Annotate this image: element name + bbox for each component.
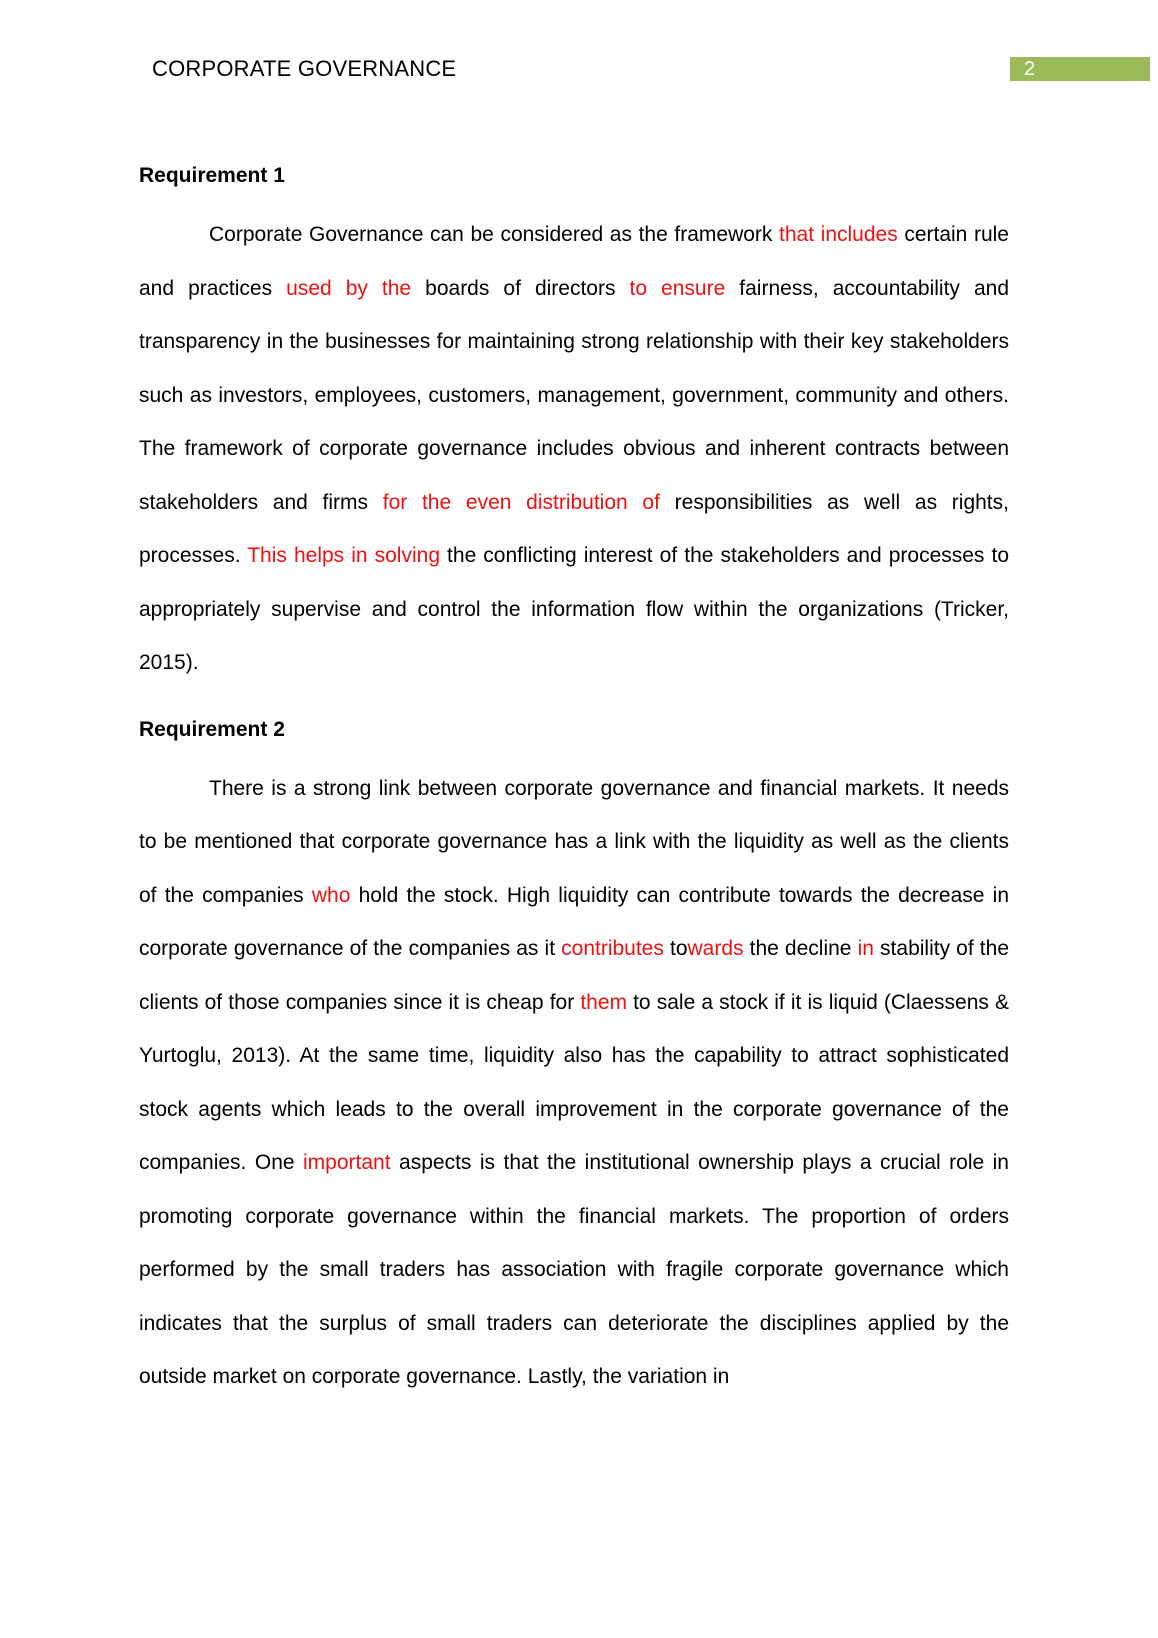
highlighted-text-segment: important bbox=[303, 1151, 391, 1174]
highlighted-text-segment: who bbox=[311, 883, 351, 907]
section-paragraph bbox=[139, 208, 1009, 690]
section-paragraph bbox=[139, 762, 1009, 1404]
highlighted-text-segment: This helps in solving bbox=[247, 544, 440, 567]
highlighted-text-segment: that includes bbox=[779, 223, 898, 246]
text-segment: fairness, accountability and transparency in the businesses for maintaining strong relationship with their key stakeholders such as investors, employees, customers, management, government, community and others. The framework of corporate governance includes obvious and inherent contracts between stakeholders and firms bbox=[139, 276, 1009, 514]
page-number: 2 bbox=[1024, 58, 1036, 80]
section-requirement-1 bbox=[139, 156, 1009, 690]
text-segment: responsibilities as well as rights, processes. bbox=[139, 490, 1009, 567]
document-body bbox=[139, 156, 1009, 1404]
highlighted-text-segment: used by the bbox=[286, 276, 412, 300]
text-segment: hold the stock. High liquidity can contribute towards the decrease in corporate governance of the companies as it bbox=[139, 883, 1010, 960]
text-segment: There is a strong link between corporate governance and financial markets. It needs to be mentioned that corporate governance has a link with the liquidity as well as the clients of the companies bbox=[139, 776, 1009, 907]
text-segment: the decline bbox=[743, 937, 858, 960]
page-number-badge bbox=[1010, 57, 1150, 81]
text-segment: to bbox=[663, 937, 688, 960]
section-heading: Requirement 1 bbox=[139, 164, 285, 187]
text-segment: aspects is that the institutional ownership plays a crucial role in promoting corporate governance within the financial markets. The proportion of orders performed by the small traders has association with fragile corporate governance which indicates that the surplus of small traders can deteriorate the disciplines applied by the outside market on corporate governance. Lastly, the variation in bbox=[139, 1151, 1009, 1388]
highlighted-text-segment: in bbox=[857, 937, 874, 960]
highlighted-text-segment: contributes bbox=[561, 937, 664, 960]
text-segment: Corporate Governance can be considered as the framework bbox=[209, 223, 780, 246]
highlighted-text-segment: for the even distribution of bbox=[382, 490, 660, 514]
highlighted-text-segment: wards bbox=[687, 937, 744, 960]
section-requirement-2 bbox=[139, 710, 1009, 1404]
text-segment: boards of directors bbox=[411, 276, 630, 300]
text-segment: to sale a stock if it is liquid (Claessens & Yurtoglu, 2013). At the same time, liquidity also has the capability to attract sophisticated stock agents which leads to the overall improvement in the corporate governance of the companies. One bbox=[139, 990, 1010, 1174]
section-heading: Requirement 2 bbox=[139, 717, 285, 741]
running-header-title: CORPORATE GOVERNANCE bbox=[152, 56, 457, 81]
text-segment: certain rule and practices bbox=[139, 223, 1009, 300]
text-segment: stability of the clients of those companies since it is cheap for bbox=[139, 937, 1009, 1014]
text-segment: the conflicting interest of the stakeholders and processes to appropriately supervise and control the information flow within the organizations (Tricker, 2015). bbox=[139, 544, 1009, 674]
section-gap bbox=[139, 690, 1009, 710]
highlighted-text-segment: to ensure bbox=[629, 276, 726, 300]
highlighted-text-segment: them bbox=[580, 990, 627, 1014]
